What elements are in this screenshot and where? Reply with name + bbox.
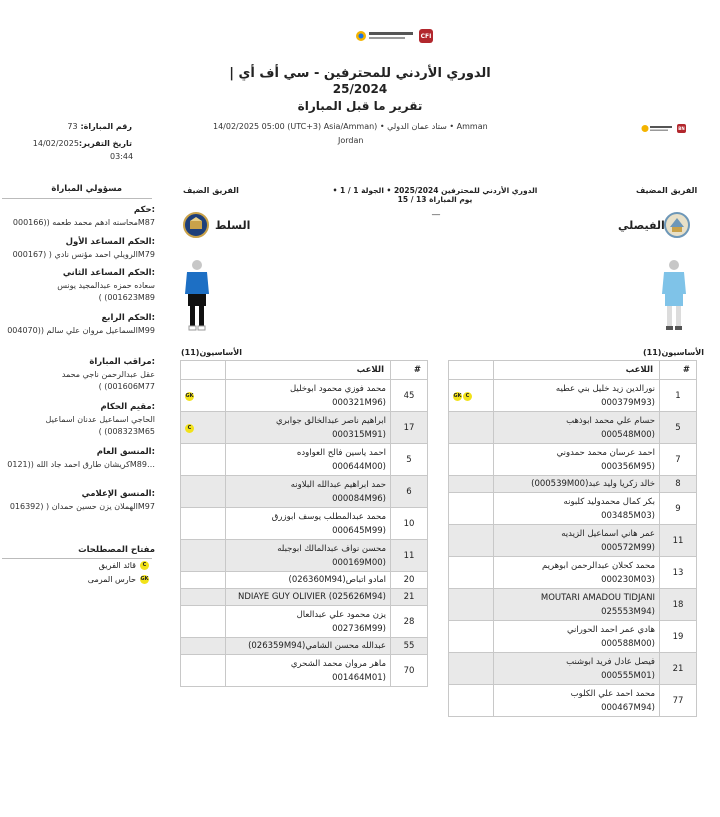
away-crest-icon — [183, 212, 209, 238]
player-id: (025553M94 — [601, 606, 655, 617]
player-id: (002736M99 — [332, 623, 386, 634]
report-title: الدوري الأردني للمحترفين - سي أف أي | — [229, 66, 491, 81]
league-logo — [355, 29, 433, 43]
player-name-cell — [226, 508, 391, 540]
player-id: (000555M01 — [601, 670, 655, 681]
official-role: حكم: — [133, 205, 155, 215]
report-date-value: 14/02/2025 — [32, 139, 79, 148]
official-role: الحكم المساعد الأول: — [65, 237, 155, 247]
player-badges — [449, 380, 494, 412]
player-number: 1 — [660, 380, 697, 412]
player-id: (000588M00 — [601, 638, 655, 649]
official-role: المنسق الإعلامي: — [81, 489, 155, 499]
home-team-crest — [664, 212, 690, 241]
official-role: الحكم المساعد الثاني: — [62, 268, 155, 278]
player-row — [181, 638, 428, 655]
player-name: محسن نواف عبدالمالك ابوجبله — [277, 543, 386, 554]
player-name: ابراهيم ناصر عبدالخالق جوابري — [276, 415, 386, 426]
player-row — [181, 606, 428, 638]
match-country: Jordan — [338, 136, 364, 145]
competition-info: الدوري الأردني للمحترفين 2025/2024 • الجولة 1 / 1 • يوم المباراة 13 / 15 — [332, 186, 538, 204]
player-name: حسام علي محمد ابوذهب — [566, 415, 655, 426]
player-badges — [181, 508, 226, 540]
season-label: 25/2024 — [332, 82, 388, 96]
match-number-value: 73 — [67, 122, 78, 131]
player-row — [181, 476, 428, 508]
player-number: 45 — [391, 380, 428, 412]
player-name: NDIAYE GUY OLIVIER (025626M94) — [238, 592, 386, 602]
player-name-cell — [494, 412, 660, 444]
player-name: احمد ياسين فالح العواوده — [296, 447, 386, 458]
match-number — [20, 122, 132, 132]
player-row — [449, 525, 697, 557]
player-name: خالد زكريا وليد عبد(000539M00) — [531, 479, 655, 489]
player-badges — [449, 653, 494, 685]
player-name-cell — [226, 476, 391, 508]
player-id: (000379M93 — [601, 397, 655, 408]
officials-divider — [2, 198, 152, 199]
official-name: الهملان يزن حسين حمدان ( (016392M97 — [9, 502, 155, 511]
player-number: 9 — [660, 493, 697, 525]
player-badges — [181, 638, 226, 655]
home-kit — [658, 258, 690, 337]
captain-badge-icon: C — [185, 424, 194, 433]
goalkeeper-badge-icon: GK — [140, 576, 149, 582]
official-name-line2: ( (001623M89 — [98, 293, 155, 302]
player-row — [449, 621, 697, 653]
home-col-num: # — [660, 361, 697, 380]
player-row — [449, 589, 697, 621]
home-team-name: الفيصلي — [618, 219, 665, 232]
player-name: محمد احمد علي الكلوب — [570, 688, 655, 699]
captain-badge-icon: C — [463, 392, 472, 401]
player-name-cell — [226, 380, 391, 412]
player-id: (000169M00 — [332, 557, 386, 568]
home-col-badges — [449, 361, 494, 380]
cfi-brand-icon: CFI — [419, 29, 433, 43]
player-row — [449, 493, 697, 525]
player-badges — [449, 476, 494, 493]
player-name: نورالدين زيد خليل بني عطيه — [555, 383, 655, 394]
player-number: 19 — [660, 621, 697, 653]
player-id: (000644M00 — [332, 461, 386, 472]
player-name-cell — [226, 589, 391, 606]
player-badges — [449, 493, 494, 525]
player-name: امادو اتباص(026360M94) — [288, 575, 386, 585]
player-number: 21 — [391, 589, 428, 606]
player-row — [449, 557, 697, 589]
player-number: 6 — [391, 476, 428, 508]
away-col-player: اللاعب — [226, 361, 391, 380]
official-name: الحاجي اسماعيل عدنان اسماعيل — [45, 415, 155, 424]
home-crest-icon — [664, 212, 690, 238]
match-datetime-venue: 14/02/2025 05:00 (UTC+3) Asia/Amman) • ستاد عمان الدولي • Amman — [213, 122, 488, 131]
player-number: 18 — [660, 589, 697, 621]
player-id: (000572M99 — [601, 542, 655, 553]
captain-badge-icon: C — [140, 561, 149, 570]
player-name-cell — [226, 540, 391, 572]
away-team-label: الفريق الضيف — [183, 186, 239, 195]
player-id: (000548M00 — [601, 429, 655, 440]
player-name-cell — [494, 493, 660, 525]
goalkeeper-badge-icon: GK — [453, 393, 462, 399]
legend-label: حارس المرمى — [87, 575, 136, 584]
player-badges — [449, 621, 494, 653]
legend-label: قائد الفريق — [98, 561, 136, 570]
player-badges — [449, 557, 494, 589]
official-name: الرويلي احمد مؤنس نادي ( (000167M79 — [12, 250, 155, 259]
player-badges — [181, 380, 226, 412]
player-name-cell — [494, 621, 660, 653]
player-name-cell — [494, 476, 660, 493]
player-row — [181, 444, 428, 476]
player-name: محمد كحلان عبدالرحمن ابوهريم — [541, 560, 655, 571]
away-col-num: # — [391, 361, 428, 380]
player-number: 20 — [391, 572, 428, 589]
report-date — [20, 139, 132, 149]
away-kit-icon — [181, 258, 213, 334]
home-col-player: اللاعب — [494, 361, 660, 380]
away-roster-table — [180, 360, 428, 687]
score-placeholder: __ — [432, 206, 440, 215]
official-role: الحكم الرابع: — [101, 313, 155, 323]
home-roster-table — [448, 360, 697, 717]
away-col-badges — [181, 361, 226, 380]
player-id: (001464M01 — [332, 672, 386, 683]
report-subtitle: تقرير ما قبل المباراة — [297, 99, 423, 113]
player-name: MOUTARI AMADOU TIDJANI — [540, 592, 655, 603]
player-row — [449, 653, 697, 685]
report-date-label: تاريخ التقرير: — [78, 139, 132, 148]
officials-section-title: مسؤولي المباراة — [51, 184, 122, 194]
player-id: (003485M03 — [601, 510, 655, 521]
official-name: كريشان طارق احمد جاد الله ((0121M89… — [7, 460, 155, 469]
player-number: 21 — [660, 653, 697, 685]
away-team-name: السلط — [215, 219, 251, 232]
player-name: محمد فوزي محمود ابوخليل — [289, 383, 386, 394]
player-name: احمد عرسان محمد حمدوني — [556, 447, 655, 458]
player-row — [181, 589, 428, 606]
official-name: سعاده حمزه عبدالمجيد يونس — [57, 281, 155, 290]
player-name: عبدالله محسن الشامي(026359M94) — [248, 641, 386, 651]
player-row — [449, 380, 697, 412]
official-role: مراقب المباراة: — [89, 357, 155, 367]
home-team-label: الفريق المضيف — [636, 186, 698, 195]
official-role: مقيم الحكام: — [100, 402, 155, 412]
official-name: عقل عبدالرحمن ناجي محمد — [61, 370, 155, 379]
player-id: (000084M96 — [332, 493, 386, 504]
home-kit-icon — [658, 258, 690, 334]
player-name-cell — [226, 606, 391, 638]
league-small-wordmark-icon — [641, 124, 673, 133]
player-badges — [181, 655, 226, 687]
player-badges — [181, 444, 226, 476]
legend-divider — [2, 558, 152, 559]
player-name: ماهر مروان محمد الشحري — [290, 658, 386, 669]
player-badges — [449, 444, 494, 476]
player-badges — [181, 540, 226, 572]
player-row — [181, 412, 428, 444]
player-row — [181, 380, 428, 412]
player-name-cell — [494, 380, 660, 412]
player-name-cell — [226, 572, 391, 589]
player-name-cell — [226, 655, 391, 687]
player-number: 11 — [660, 525, 697, 557]
player-name-cell — [494, 685, 660, 717]
player-name-cell — [226, 412, 391, 444]
player-badges — [449, 525, 494, 557]
legend-title: مفتاح المصطلحات — [78, 545, 155, 555]
sponsor-logo — [641, 124, 686, 133]
player-name: محمد عبدالمطلب يوسف ابوزرق — [271, 511, 386, 522]
player-number: 7 — [660, 444, 697, 476]
player-badges — [181, 412, 226, 444]
player-name: بكر كمال محمدوليد كلبونه — [563, 496, 655, 507]
player-row — [181, 540, 428, 572]
player-name-cell — [494, 525, 660, 557]
player-name: عمر هاني اسماعيل الزيديه — [561, 528, 655, 539]
goalkeeper-badge-icon: GK — [185, 393, 194, 399]
player-number: 13 — [660, 557, 697, 589]
player-number: 8 — [660, 476, 697, 493]
player-id: (000356M95 — [601, 461, 655, 472]
official-name-line2: ( (001606M77 — [98, 382, 155, 391]
away-kit — [181, 258, 213, 337]
official-name-line2: ( (008323M65 — [98, 427, 155, 436]
player-name-cell — [226, 638, 391, 655]
away-team-crest — [183, 212, 209, 241]
player-number: 10 — [391, 508, 428, 540]
player-number: 5 — [391, 444, 428, 476]
player-name: حمد ابراهيم عبدالله البلاونه — [290, 479, 386, 490]
player-number: 70 — [391, 655, 428, 687]
player-row — [181, 655, 428, 687]
official-name: محاسنه ادهم محمد طعمه ((000166M87 — [12, 218, 155, 227]
small-brand-icon: BN — [678, 126, 685, 131]
player-id: (000467M94 — [601, 702, 655, 713]
official-name: السماعيل مروان علي سالم ((004070M99 — [7, 326, 155, 335]
player-badges — [181, 589, 226, 606]
player-badges — [181, 572, 226, 589]
player-badges — [449, 685, 494, 717]
legend-item — [70, 561, 150, 570]
player-row — [449, 685, 697, 717]
player-id: (000321M96 — [332, 397, 386, 408]
player-badges — [181, 476, 226, 508]
match-number-label: رقم المباراة: — [80, 122, 132, 131]
player-number: 5 — [660, 412, 697, 444]
player-name: هادي عمر احمد الحوراني — [566, 624, 655, 635]
player-name-cell — [494, 653, 660, 685]
legend-item — [70, 575, 150, 584]
player-badges — [449, 412, 494, 444]
player-row — [181, 508, 428, 540]
player-row — [449, 444, 697, 476]
league-wordmark-icon — [355, 29, 415, 43]
player-badges — [181, 606, 226, 638]
player-row — [449, 412, 697, 444]
player-number: 28 — [391, 606, 428, 638]
player-name-cell — [226, 444, 391, 476]
player-name: يزن محمود علي عبدالعال — [296, 609, 386, 620]
player-id: (000645M99 — [332, 525, 386, 536]
player-name-cell — [494, 557, 660, 589]
player-id: (000315M91 — [332, 429, 386, 440]
player-name-cell — [494, 589, 660, 621]
player-id: (000230M03 — [601, 574, 655, 585]
player-number: 77 — [660, 685, 697, 717]
player-number: 17 — [391, 412, 428, 444]
player-row — [181, 572, 428, 589]
player-number: 11 — [391, 540, 428, 572]
official-role: المنسق العام: — [96, 447, 155, 457]
report-time: 03:44 — [110, 152, 134, 161]
player-number: 55 — [391, 638, 428, 655]
player-name: فيصل عادل فريد ابوشنب — [566, 656, 655, 667]
away-starters-label: الأساسيون(11) — [181, 348, 242, 357]
player-name-cell — [494, 444, 660, 476]
home-starters-label: الأساسيون(11) — [643, 348, 704, 357]
player-row — [449, 476, 697, 493]
player-badges — [449, 589, 494, 621]
